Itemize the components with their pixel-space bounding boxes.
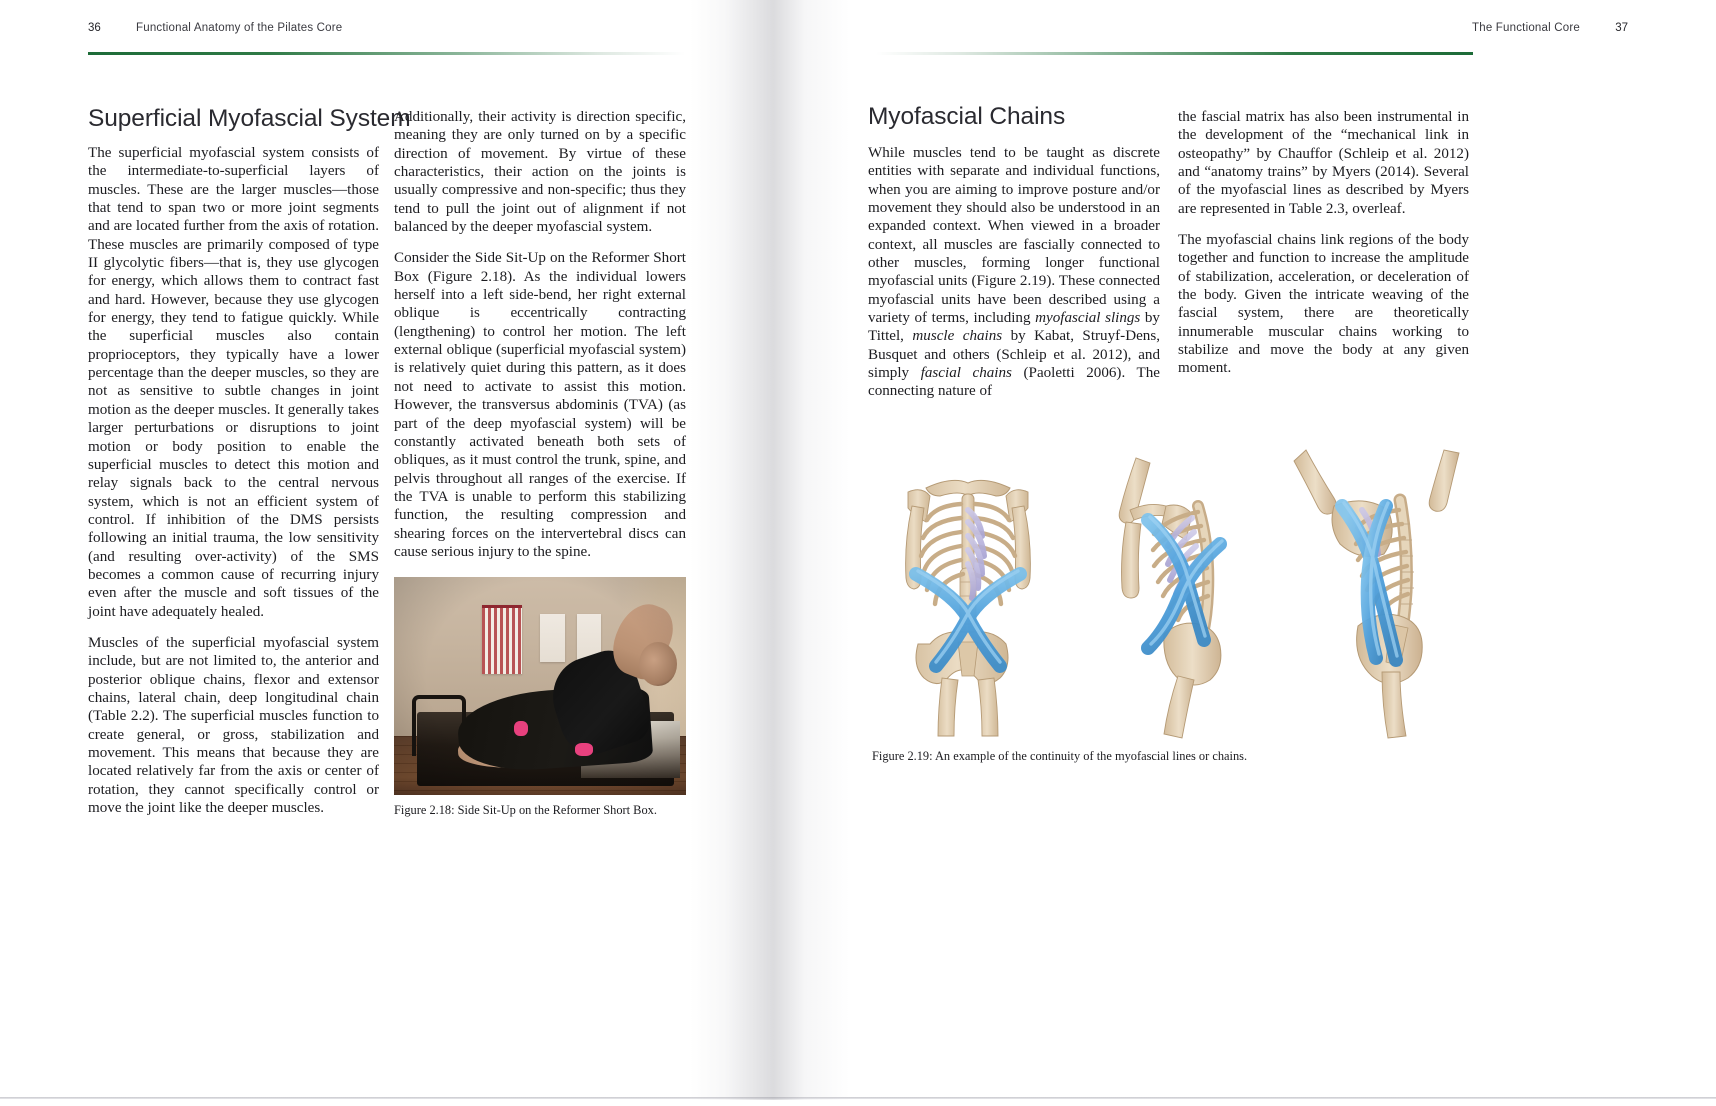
paragraph: the fascial matrix has also been instrumental in the development of the “mechanical link in osteopathy” by Chauffor (Schleip et al. 2012) and “anatomy trains” by Myers (2014). Several of the myofascial lines as described by Myers are represented in Table 2.3, overleaf. (1178, 109, 1469, 217)
left-page-folio: 36 (88, 22, 101, 34)
figure-2-19-caption: Figure 2.19: An example of the continuity of the myofascial lines or chains. (872, 749, 1248, 763)
right-running-head: The Functional Core (1472, 22, 1580, 34)
text-run: While muscles tend to be taught as discrete entities with separate and individual functions, when you are aiming to improve posture and/or movement they should also be understood in an expanded context. When viewed in a broader context, all muscles are fascially connected to other muscles, forming longer functional myofascial units (Figure 2.19). These connected myofascial units have been described using a variety of terms, including (868, 145, 1160, 327)
text-run: by Tittel, (868, 310, 1160, 345)
paragraph: Consider the Side Sit-Up on the Reformer Short Box (Figure 2.18). As the individual lowers herself into a left side-bend, her right external oblique is eccentrically contracting (lengthening) to control her motion. The left external oblique (superficial myofascial system) is relatively quiet during this pattern, as it does not need to activate to assist this motion. However, the transversus abdominis (TVA) (as part of the deep myofascial system) will be constantly activated beneath both sets of obliques, as it must control the trunk, spine, and pelvis throughout all ranges of the exercise. If the TVA is unable to perform this stabilizing function, the resulting compression and shearing forces on the intervertebral discs can cause serious injury to the spine. (394, 250, 686, 560)
left-running-head: Functional Anatomy of the Pilates Core (136, 22, 343, 34)
right-header-rule (876, 52, 1473, 55)
term-fascial-chains: fascial chains (920, 365, 1012, 382)
skeleton-anterior-view (868, 448, 1068, 740)
left-section-heading: Superficial Myofascial System (88, 105, 411, 132)
text-run: (Paoletti 2006). The connecting nature of (868, 365, 1160, 400)
left-column-1 (88, 144, 379, 817)
paragraph (868, 144, 1160, 401)
left-column-2 (394, 108, 686, 561)
paragraph: The myofascial chains link regions of the body together and function to increase the amplitude of stabilization, acceleration, or deceleration of the body. Given the intricate weaving of the fascial system, there are theoretically innumerable muscular chains working to stabilize and move the body at any given moment. (1178, 232, 1469, 377)
skeleton-oblique-view (1080, 448, 1272, 740)
term-muscle-chains: muscle chains (912, 328, 1003, 345)
left-header-rule (88, 52, 685, 55)
paragraph: The superficial myofascial system consists of the intermediate-to-superficial layers of muscles. These are the larger muscles—those that tend to span two or more joint segments and are located further from the axis of rotation. These muscles are primarily composed of type II glycolytic fibers—that is, they use glycogen for energy, which allows them to contract fast and hard. However, because they use glycogen for energy, they tend to fatigue quickly. While the superficial muscles also contain proprioceptors, they typically have a lower percentage than the deeper muscles, so they are not as sensitive to subtle changes in joint motion as the deeper muscles. It generally takes larger perturbations or disruptions to joint motion or body position to enable the superficial muscles to detect this motion and relay signals back to the central nervous system, which is not an efficient system of control. If inhibition of the DMS persists following an initial trauma, the low sensitivity (and resulting over-activity) of the SMS becomes a common cause of recurring injury even after the muscle and soft tissues of the joint have adequately healed. (88, 145, 379, 620)
figure-2-18-caption: Figure 2.18: Side Sit-Up on the Reformer Short Box. (394, 803, 657, 817)
page-bottom-edge (0, 1097, 1716, 1099)
paragraph: Additionally, their activity is direction specific, meaning they are only turned on by a specific direction of movement. By virtue of these characteristics, their action on the joints is usually compressive and non-specific; thus they tend to pull the joint out of alignment if not balanced by the deeper myofascial system. (394, 109, 686, 236)
figure-2-18-photo (394, 577, 686, 795)
skeleton-lateral-view (1272, 448, 1480, 740)
right-page-folio: 37 (1615, 22, 1628, 34)
term-myofascial-slings: myofascial slings (1035, 310, 1141, 327)
text-run: by Kabat, Struyf-Dens, Busquet and others (Schleip et al. 2012), and simply (868, 328, 1160, 382)
right-column-1 (868, 144, 1160, 401)
right-column-2 (1178, 108, 1469, 378)
right-section-heading: Myofascial Chains (868, 103, 1066, 130)
paragraph: Muscles of the superficial myofascial system include, but are not limited to, the anterior and posterior oblique chains, flexor and extensor chains, lateral chain, deep longitudinal chain (Table 2.2). The superficial muscles function to create general, or gross, stabilization and movement. This means that because they are located relatively far from the axis or center of rotation, they cannot specifically control or move the joint like the deeper muscles. (88, 634, 379, 817)
figure-2-19-illustrations (868, 448, 1480, 740)
photo-vignette (394, 577, 686, 795)
left-page (0, 0, 772, 1098)
